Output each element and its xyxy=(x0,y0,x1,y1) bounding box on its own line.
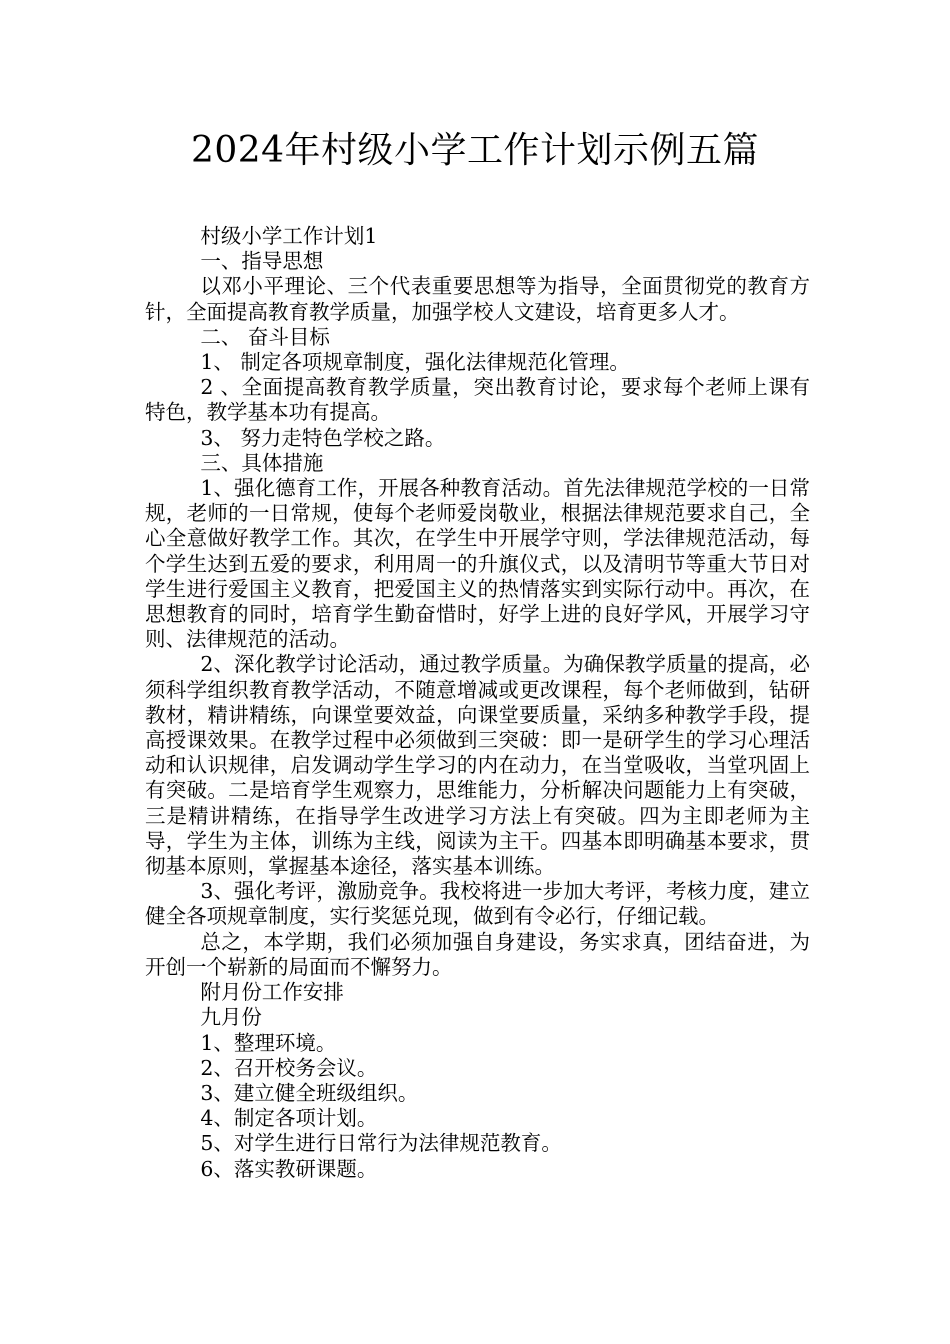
measure-paragraph-1: 1、强化德育工作，开展各种教育活动。首先法律规范学校的一日常规，老师的一日常规，使每个老师爱岗敬业，根据法律规范要求自己，全心全意做好教学工作。其次，在学生中开展学守则，学法律规范活动，每个学生达到五爱的要求，利用周一的升旗仪式，以及清明节等重大节日对学生进行爱国主义教育，把爱国主义的热情落实到实际行动中。再次，在思想教育的同时，培育学生勤奋惜时，好学上进的良好学风，开展学习守则、法律规范的活动。 xyxy=(145,476,810,652)
heading-measures: 三、具体措施 xyxy=(200,450,324,475)
schedule-item-6: 6、落实教研课题。 xyxy=(200,1156,378,1181)
goal-item-2: 2 、全面提高教育教学质量，突出教育讨论，要求每个老师上课有特色，教学基本功有提高。 xyxy=(145,375,810,425)
schedule-item-2: 2、召开校务会议。 xyxy=(200,1055,378,1080)
goal-item-3: 3、 努力走特色学校之路。 xyxy=(200,425,446,450)
document-body xyxy=(145,224,810,1182)
heading-goals: 二、 奋斗目标 xyxy=(200,324,330,349)
summary-paragraph: 总之，本学期，我们必须加强自身建设，务实求真，团结奋进，为开创一个崭新的局面而不懈努力。 xyxy=(145,929,810,979)
goal-item-1: 1、 制定各项规章制度，强化法律规范化管理。 xyxy=(200,350,630,375)
schedule-item-5: 5、对学生进行日常行为法律规范教育。 xyxy=(200,1131,562,1156)
paragraph-guiding-ideology: 以邓小平理论、三个代表重要思想等为指导，全面贯彻党的教育方针，全面提高教育教学质量，加强学校人文建设，培育更多人才。 xyxy=(145,274,810,324)
heading-guiding-ideology: 一、指导思想 xyxy=(200,249,324,274)
measure-paragraph-2: 2、深化教学讨论活动，通过教学质量。为确保教学质量的提高，必须科学组织教育教学活动，不随意增减或更改课程，每个老师做到，钻研教材，精讲精练，向课堂要效益，向课堂要质量，采纳多种教学手段，提高授课效果。在教学过程中必须做到三突破：即一是研学生的学习心理活动和认识规律，启发调动学生学习的内在动力，在当堂吸收，当堂巩固上有突破。二是培育学生观察力，思维能力，分析解决问题能力上有突破，三是精讲精练，在指导学生改进学习方法上有突破。四为主即老师为主导，学生为主体，训练为主线，阅读为主干。四基本即明确基本要求，贯彻基本原则，掌握基本途径，落实基本训练。 xyxy=(145,652,810,879)
measure-paragraph-3: 3、强化考评，激励竞争。我校将进一步加大考评，考核力度，建立健全各项规章制度，实行奖惩兑现，做到有令必行，仔细记载。 xyxy=(145,879,810,929)
document-title: 2024年村级小学工作计划示例五篇 xyxy=(190,130,760,171)
schedule-item-3: 3、建立健全班级组织。 xyxy=(200,1080,419,1105)
heading-september: 九月份 xyxy=(200,1005,262,1030)
schedule-item-4: 4、制定各项计划。 xyxy=(200,1106,378,1131)
schedule-item-1: 1、整理环境。 xyxy=(200,1030,337,1055)
section-heading-plan-1: 村级小学工作计划1 xyxy=(200,224,378,248)
heading-monthly-schedule: 附月份工作安排 xyxy=(200,980,344,1005)
